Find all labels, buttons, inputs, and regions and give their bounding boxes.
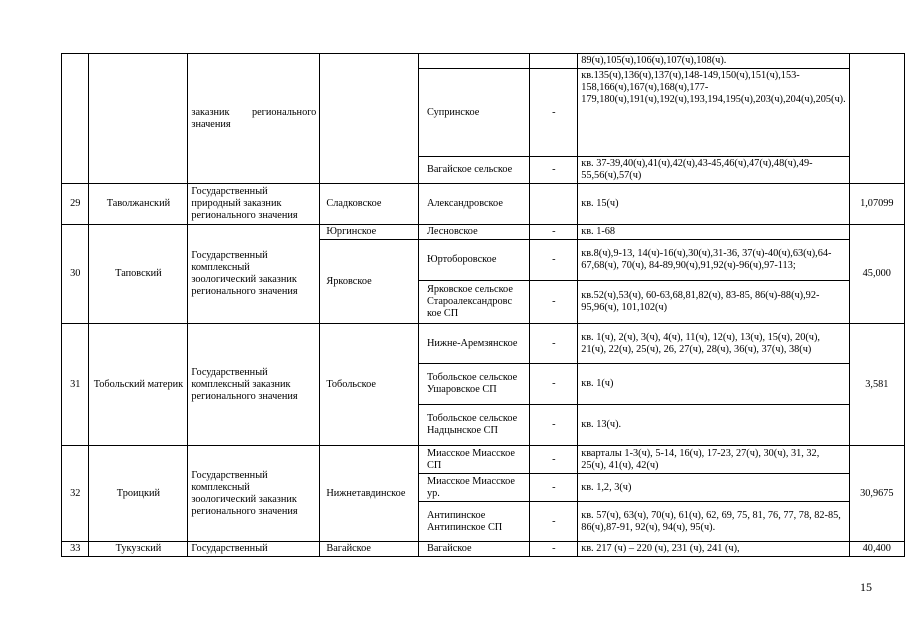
quarters-cell: кв. 1,2, 3(ч) bbox=[578, 474, 849, 502]
reserve-type-cell: Государственный комплексный зоологический заказник регионального значения bbox=[188, 446, 320, 542]
reserve-name-cell: Тукузский bbox=[89, 542, 188, 557]
reserve-type-cell: заказник регионального значения bbox=[188, 54, 320, 184]
reserve-name-cell bbox=[89, 54, 188, 184]
settlement-cell: Тобольское сельское Ушаровское СП bbox=[418, 364, 529, 405]
settlement-cell: Антипинское Антипинское СП bbox=[418, 502, 529, 542]
reserve-type-cell: Государственный комплексный зоологический заказник регионального значения bbox=[188, 225, 320, 324]
area-cell bbox=[849, 54, 904, 184]
dash-cell bbox=[530, 54, 578, 69]
dash-cell: - bbox=[530, 324, 578, 364]
dash-cell bbox=[530, 184, 578, 225]
dash-cell: - bbox=[530, 405, 578, 446]
quarters-cell: кв. 57(ч), 63(ч), 70(ч), 61(ч), 62, 69, 75, 81, 76, 77, 78, 82-85, 86(ч),87-91, 92(ч), 94(ч), 95(ч). bbox=[578, 502, 849, 542]
quarters-cell: кв. 1(ч) bbox=[578, 364, 849, 405]
reserve-name-cell: Троицкий bbox=[89, 446, 188, 542]
row-number-cell: 29 bbox=[62, 184, 89, 225]
reserve-name-cell: Тобольский материк bbox=[89, 324, 188, 446]
table-row bbox=[62, 54, 905, 69]
quarters-cell: 89(ч),105(ч),106(ч),107(ч),108(ч). bbox=[578, 54, 849, 69]
reserve-type-cell: Государственный природный заказник регионального значения bbox=[188, 184, 320, 225]
district-cell: Сладковское bbox=[320, 184, 419, 225]
row-number-cell: 33 bbox=[62, 542, 89, 557]
quarters-cell: кв.135(ч),136(ч),137(ч),148-149,150(ч),151(ч),153-158,166(ч),167(ч),168(ч),177-179,180(ч),191(ч),192(ч),193,194,195(ч),203(ч),204(ч),205(ч). bbox=[578, 69, 849, 157]
dash-cell: - bbox=[530, 157, 578, 184]
dash-cell: - bbox=[530, 474, 578, 502]
reserve-name-cell: Таповский bbox=[89, 225, 188, 324]
area-cell: 40,400 bbox=[849, 542, 904, 557]
district-cell: Вагайское bbox=[320, 542, 419, 557]
row-number-cell: 32 bbox=[62, 446, 89, 542]
table-row bbox=[62, 446, 905, 474]
settlement-cell: Миасское Миасское ур. bbox=[418, 474, 529, 502]
area-cell: 45,000 bbox=[849, 225, 904, 324]
dash-cell: - bbox=[530, 446, 578, 474]
settlement-cell: Нижне-Аремзянское bbox=[418, 324, 529, 364]
table-row bbox=[62, 324, 905, 364]
district-cell bbox=[320, 54, 419, 184]
reserve-type-cell: Государственный комплексный заказник регионального значения bbox=[188, 324, 320, 446]
settlement-cell: Юртоборовское bbox=[418, 240, 529, 281]
dash-cell: - bbox=[530, 225, 578, 240]
settlement-cell: Вагайское сельское bbox=[418, 157, 529, 184]
district-cell: Тобольское bbox=[320, 324, 419, 446]
district-cell: Нижнетавдинское bbox=[320, 446, 419, 542]
settlement-cell: Лесновское bbox=[418, 225, 529, 240]
dash-cell: - bbox=[530, 240, 578, 281]
reserve-name-cell: Таволжанский bbox=[89, 184, 188, 225]
reserves-table bbox=[61, 53, 905, 557]
quarters-cell: кв. 15(ч) bbox=[578, 184, 849, 225]
dash-cell: - bbox=[530, 281, 578, 324]
settlement-cell: Александровское bbox=[418, 184, 529, 225]
quarters-cell: кварталы 1-3(ч), 5-14, 16(ч), 17-23, 27(ч), 30(ч), 31, 32, 25(ч), 41(ч), 42(ч) bbox=[578, 446, 849, 474]
settlement-cell bbox=[418, 54, 529, 69]
table-row bbox=[62, 225, 905, 240]
area-cell: 1,07099 bbox=[849, 184, 904, 225]
table-row bbox=[62, 184, 905, 225]
settlement-cell: Супринское bbox=[418, 69, 529, 157]
quarters-cell: кв. 217 (ч) – 220 (ч), 231 (ч), 241 (ч), bbox=[578, 542, 849, 557]
row-number-cell bbox=[62, 54, 89, 184]
row-number-cell: 31 bbox=[62, 324, 89, 446]
dash-cell: - bbox=[530, 542, 578, 557]
row-number-cell: 30 bbox=[62, 225, 89, 324]
quarters-cell: кв. 37-39,40(ч),41(ч),42(ч),43-45,46(ч),47(ч),48(ч),49-55,56(ч),57(ч) bbox=[578, 157, 849, 184]
settlement-cell: Вагайское bbox=[418, 542, 529, 557]
quarters-cell: кв.52(ч),53(ч), 60-63,68,81,82(ч), 83-85, 86(ч)-88(ч),92-95,96(ч), 101,102(ч) bbox=[578, 281, 849, 324]
dash-cell: - bbox=[530, 502, 578, 542]
reserve-type-cell: Государственный bbox=[188, 542, 320, 557]
quarters-cell: кв. 1-68 bbox=[578, 225, 849, 240]
area-cell: 3,581 bbox=[849, 324, 904, 446]
settlement-cell: Ярковское сельское Староалександровс кое СП bbox=[418, 281, 529, 324]
quarters-cell: кв. 13(ч). bbox=[578, 405, 849, 446]
quarters-cell: кв.8(ч),9-13, 14(ч)-16(ч),30(ч),31-36, 37(ч)-40(ч),63(ч),64-67,68(ч), 70(ч), 84-89,90(ч),91,92(ч)-96(ч),97-113; bbox=[578, 240, 849, 281]
quarters-cell: кв. 1(ч), 2(ч), 3(ч), 4(ч), 11(ч), 12(ч), 13(ч), 15(ч), 20(ч), 21(ч), 22(ч), 25(ч), 26, 27(ч), 28(ч), 36(ч), 37(ч), 38(ч) bbox=[578, 324, 849, 364]
page-number: 15 bbox=[860, 580, 872, 594]
district-cell: Ярковское bbox=[320, 240, 419, 324]
settlement-cell: Миасское Миасское СП bbox=[418, 446, 529, 474]
district-cell: Юргинское bbox=[320, 225, 419, 240]
dash-cell: - bbox=[530, 364, 578, 405]
table-row bbox=[62, 542, 905, 557]
dash-cell: - bbox=[530, 69, 578, 157]
area-cell: 30,9675 bbox=[849, 446, 904, 542]
settlement-cell: Тобольское сельское Надцынское СП bbox=[418, 405, 529, 446]
